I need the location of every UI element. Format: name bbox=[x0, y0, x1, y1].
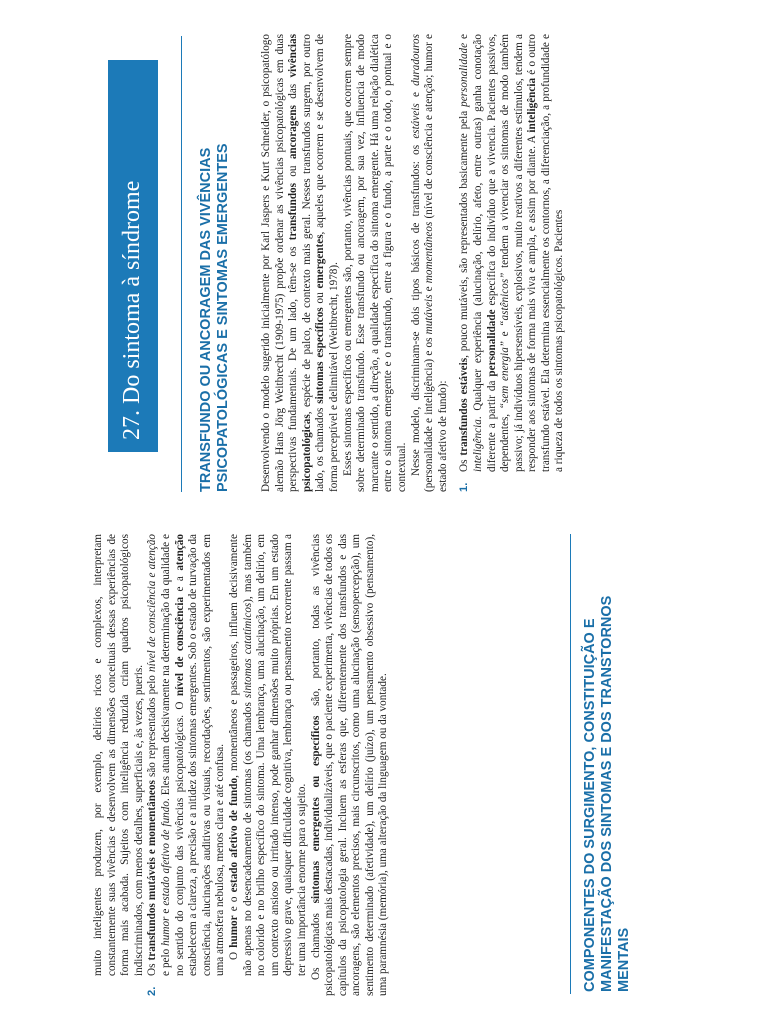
humor-paragraph: O humor e o estado afetivo de fundo, momentâneos e passageiros, influem decisivamente não apenas no desencadeamento de sintomas (os chamados sintomas catatímicos), mas também no colorido e no brilho específico do sintoma. Uma lembrança, uma alucinação, um delírio, em um contexto ansioso ou irritado intenso, pode ganhar dimensões muito próprias. Em um estado depressivo grave, quaisquer dificuldade cognitiva, lembrança ou pensamento recorrente passam a ter uma importância enorme para o sujeito. bbox=[227, 534, 308, 976]
list-number: 1. bbox=[458, 482, 471, 492]
paragraph-3: Nesse modelo, discriminam-se dois tipos básicos de transfundos: os estáveis e duradouros (personalidade e inteligência) e os mutáveis e momentâneos (nível de consciência e atenção; humor e estado afetivo de fundo): bbox=[409, 34, 449, 492]
chapter-title: 27. Do sintoma à síndrome bbox=[119, 180, 145, 440]
list-number: 2. bbox=[146, 986, 159, 996]
paragraph-2: Esses sintomas específicos ou emergentes são, portanto, vivências pontuais, que ocorrem sempre sobre determinado transfundo. Esse transfundo ou ancoragem, por sua vez, influencia de modo marcante o sentido, a direção, a qualidade específica do sintoma emergente. Há uma relação dialética entre o sintoma emergente e o transfundo, entre a figura e o fundo, a parte e o todo, o pontual e o contextual. bbox=[341, 34, 408, 492]
list-item-2 bbox=[146, 534, 309, 996]
section-title-components: COMPONENTES DO SURGIMENTO, CONSTITUIÇÃO E MANIFESTAÇÃO DOS SINTOMAS E DOS TRANSTORNOS MENTAIS bbox=[582, 595, 632, 992]
right-page-body bbox=[260, 34, 567, 492]
left-page-body bbox=[92, 534, 391, 996]
item1-text: Os transfundos estáveis, pouco mutáveis, são representados basicamente pela personalidade e inteligência. Qualquer experiência (alucinação, delírio, afeto, entre outras) ganha conotação diferente a partir da personalidade específica do indivíduo que a vivencia. Pacientes passivos, dependentes, “sem energia” e “astênicos” tendem a vivenciar os sintomas de modo também passivo; já indivíduos hipersensíveis, explosivos, muito reativos a diferentes estímulos, tendem a responder aos sintomas de forma mais viva e ampla, e assim por diante. A inteligência é o outro transfundo estável. Ela determina essencialmente os contornos, a diferenciação, a profundidade e a riqueza de todos os sintomas psicopatológicos. Pacientes bbox=[458, 34, 566, 472]
intro-paragraph: muito inteligentes produzem, por exemplo, delírios ricos e complexos, interpretam constantemente suas vivências e desenvolvem as dimensões conceituais dessas experiências de forma mais acabada. Sujeitos com inteligência reduzida criam quadros psicopatológicos indiscriminados, com menos detalhes, superficiais e, às vezes, pueris. bbox=[92, 534, 145, 976]
section-divider bbox=[570, 534, 571, 994]
emergentes-paragraph: Os chamados sintomas emergentes ou específicos são, portanto, todas as vivências psicopatológicas mais destacadas, individualizáveis, que o paciente experimenta, vivências de todos os capítulos da psicopatologia geral. Incluem as esferas que, diferentemente dos transfundos e das ancoragens, são elementos precisos, mais circunscritos, como uma alucinação (sensopercepção), um sentimento determinado (afetividade), um delírio (juízo), um pensamento obsessivo (pensamento), uma paramnésia (memória), uma alteração da linguagem ou da vontade. bbox=[309, 534, 390, 996]
chapter-header-band bbox=[108, 60, 158, 452]
paragraph-1: Desenvolvendo o modelo sugerido inicialmente por Karl Jaspers e Kurt Schneider, o psicopatólogo alemão Hans Jörg Weitbrecht (1909-1975) propõe ordenar as vivências psicopatológicas em duas perspectivas fundamentais. De um lado, têm-se os transfundos ou ancoragens das vivências psicopatológicas, espécie de palco, de contexto mais geral. Nesses transfundos surgem, por outro lado, os chamados sintomas específicos ou emergentes, aqueles que ocorrem e se desenvolvem de forma perceptível e delimitável (Weitbrecht, 1978). bbox=[260, 34, 340, 492]
item2-text: Os transfundos mutáveis e momentâneos são representados pelo nível de consciência e atenção e pelo humor e estado afetivo de fundo. Eles atuam decisivamente na determinação da qualidade e no sentido do conjunto das vivências psicopatológicas. O nível de consciência e a atenção estabelecem a clareza, a precisão e a nitidez dos sintomas emergentes. Sob o estado de turvação da consciência, alucinações auditivas ou visuais, recordações, sentimentos, são experimentados em uma atmosfera nebulosa, menos clara e até confusa. bbox=[146, 533, 227, 976]
section-title-transfundo: TRANSFUNDO OU ANCORAGEM DAS VIVÊNCIAS PSICOPATOLÓGICAS E SINTOMAS EMERGENTES bbox=[198, 143, 231, 492]
chapter-rule bbox=[181, 36, 182, 492]
list-item-1 bbox=[458, 34, 567, 492]
left-page bbox=[0, 512, 768, 1024]
